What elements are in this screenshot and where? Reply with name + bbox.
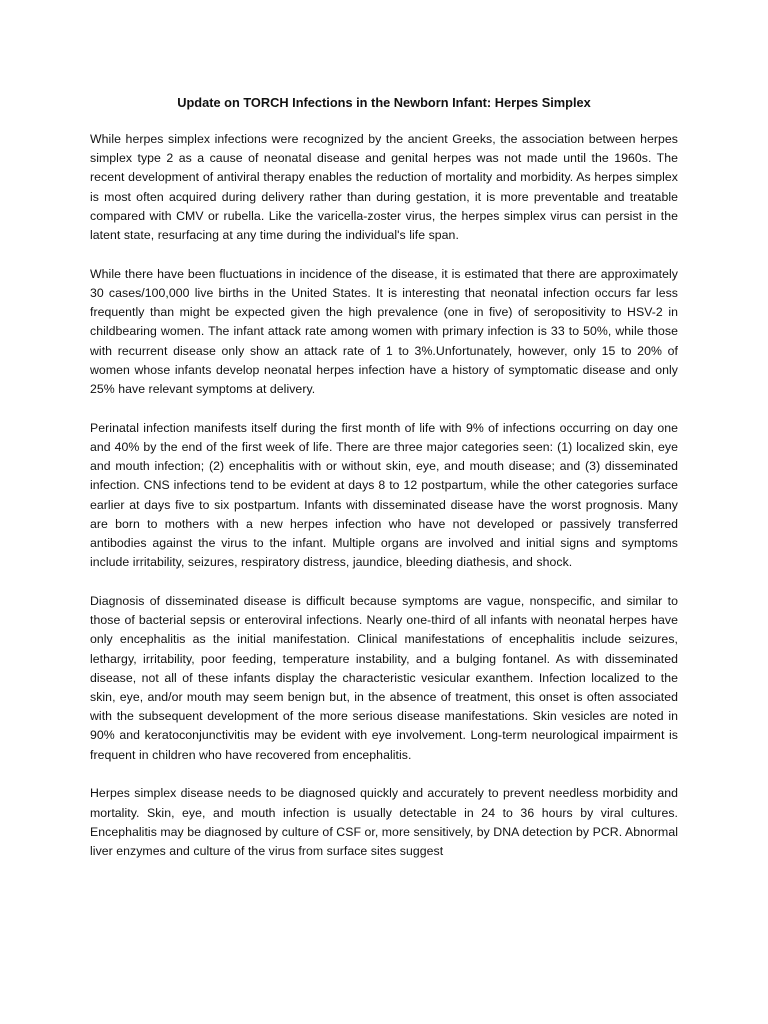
document-title: Update on TORCH Infections in the Newborn Infant: Herpes Simplex (177, 95, 591, 110)
paragraph-history: While herpes simplex infections were recognized by the ancient Greeks, the association between herpes simplex type 2 as a cause of neonatal disease and genital herpes was not made until the 1960s. The recent development of antiviral therapy enables the reduction of mortality and morbidity. As herpes simplex is most often acquired during delivery rather than during gestation, it is more preventable and treatable compared with CMV or rubella. Like the varicella-zoster virus, the herpes simplex virus can persist in the latent state, resurfacing at any time during the individual's life span. (90, 132, 678, 243)
document-body (90, 130, 678, 881)
paragraph-incidence: While there have been fluctuations in incidence of the disease, it is estimated that there are approximately 30 cases/100,000 live births in the United States. It is interesting that neonatal infection occurs far less frequently than might be expected given the high prevalence (one in five) of seropositivity to HSV-2 in childbearing women. The infant attack rate among women with primary infection is 33 to 50%, while those with recurrent disease only show an attack rate of 1 to 3%.Unfortunately, however, only 15 to 20% of women whose infants develop neonatal herpes infection have a history of symptomatic disease and only 25% have relevant symptoms at delivery. (90, 266, 678, 397)
paragraph-detection: Herpes simplex disease needs to be diagnosed quickly and accurately to prevent needless morbidity and mortality. Skin, eye, and mouth infection is usually detectable in 24 to 36 hours by viral cultures. Encephalitis may be diagnosed by culture of CSF or, more sensitively, by DNA detection by PCR. Abnormal liver enzymes and culture of the virus from surface sites suggest (90, 786, 678, 859)
paragraph-perinatal-infection: Perinatal infection manifests itself during the first month of life with 9% of infections occurring on day one and 40% by the end of the first week of life. There are three major categories seen: (1) localized skin, eye and mouth infection; (2) encephalitis with or without skin, eye, and mouth disease; and (3) disseminated infection. CNS infections tend to be evident at days 8 to 12 postpartum, while the other categories surface earlier at days five to six postpartum. Infants with disseminated disease have the worst prognosis. Many are born to mothers with a new herpes infection who have not developed or passively transferred antibodies against the virus to the infant. Multiple organs are involved and initial signs and symptoms include irritability, seizures, respiratory distress, jaundice, bleeding diathesis, and shock. (90, 420, 678, 570)
paragraph-diagnosis: Diagnosis of disseminated disease is difficult because symptoms are vague, nonspecific, and similar to those of bacterial sepsis or enteroviral infections. Nearly one-third of all infants with neonatal herpes have only encephalitis as the initial manifestation. Clinical manifestations of encephalitis include seizures, lethargy, irritability, poor feeding, temperature instability, and a bulging fontanel. As with disseminated disease, not all of these infants display the characteristic vesicular exanthem. Infection localized to the skin, eye, and/or mouth may seem benign but, in the absence of treatment, this onset is often associated with the subsequent development of the more serious disease manifestations. Skin vesicles are noted in 90% and keratoconjunctivitis may be evident with eye involvement. Long-term neurological impairment is frequent in children who have recovered from encephalitis. (90, 594, 678, 762)
